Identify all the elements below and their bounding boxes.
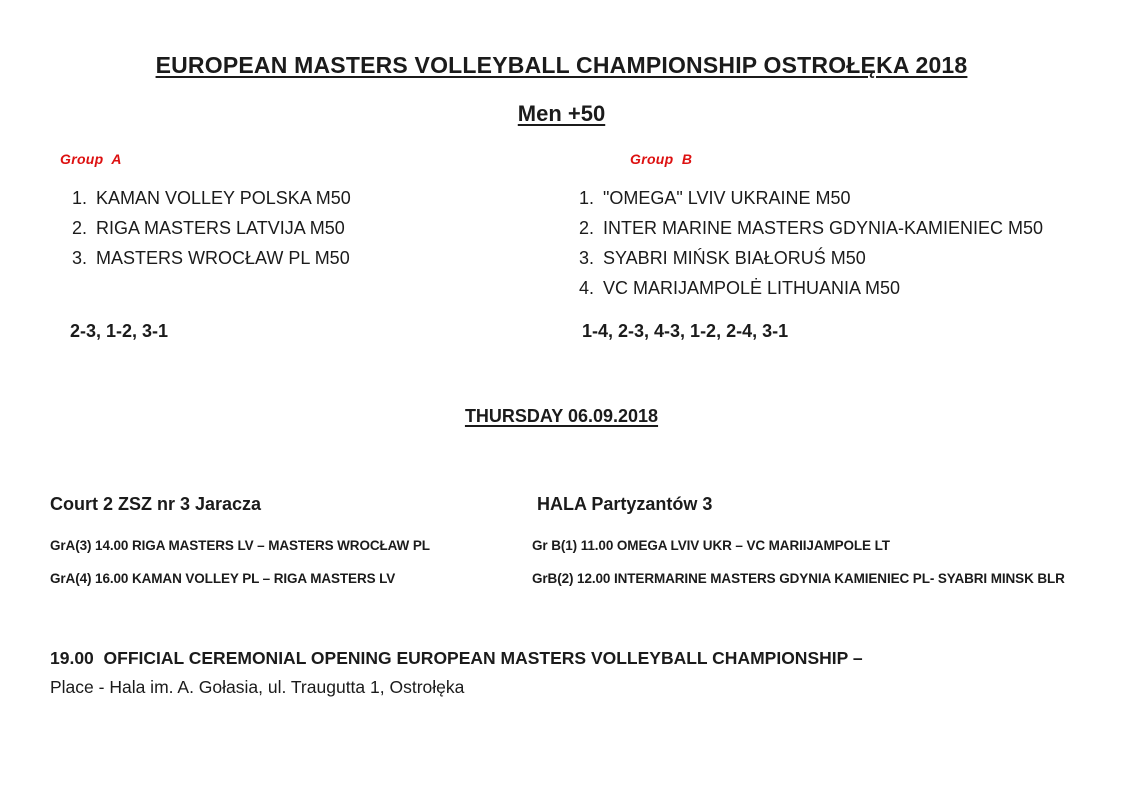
schedule-match-line: GrA(3) 14.00 RIGA MASTERS LV – MASTERS WROCŁAW PL <box>50 538 430 553</box>
team-name: MASTERS WROCŁAW PL M50 <box>96 248 350 268</box>
page-title-text: EUROPEAN MASTERS VOLLEYBALL CHAMPIONSHIP OSTROŁĘKA 2018 <box>155 52 968 78</box>
schedule-match-line: GrB(2) 12.00 INTERMARINE MASTERS GDYNIA KAMIENIEC PL- SYABRI MINSK BLR <box>532 571 1065 586</box>
schedule-match-line: GrA(4) 16.00 KAMAN VOLLEY PL – RIGA MASTERS LV <box>50 571 396 586</box>
list-item <box>72 188 351 218</box>
team-name: VC MARIJAMPOLĖ LITHUANIA M50 <box>603 278 901 298</box>
day-header-text: THURSDAY 06.09.2018 <box>464 406 659 426</box>
list-item <box>579 188 1043 218</box>
page-subtitle-text: Men +50 <box>517 101 606 126</box>
team-number: 2. <box>72 218 88 238</box>
ceremony-place-line: Place - Hala im. A. Gołasia, ul. Traugutta 1, Ostrołęka <box>50 677 465 697</box>
page-subtitle <box>0 101 1123 127</box>
ceremony-opening-line: 19.00 OFFICIAL CEREMONIAL OPENING EUROPEAN MASTERS VOLLEYBALL CHAMPIONSHIP – <box>50 648 863 668</box>
list-item <box>72 218 351 248</box>
group-a-label: Group A <box>60 151 122 167</box>
venue-hala-name: HALA Partyzantów 3 <box>537 494 713 514</box>
list-item <box>72 248 351 278</box>
team-name: SYABRI MIŃSK BIAŁORUŚ M50 <box>603 248 866 268</box>
team-number: 3. <box>579 248 595 268</box>
team-name: "OMEGA" LVIV UKRAINE M50 <box>603 188 851 208</box>
schedule-match-line: Gr B(1) 11.00 OMEGA LVIV UKR – VC MARIIJAMPOLE LT <box>532 538 890 553</box>
list-item <box>579 248 1043 278</box>
page-title <box>0 52 1123 79</box>
group-a-team-list <box>72 188 351 278</box>
group-b-match-order: 1-4, 2-3, 4-3, 1-2, 2-4, 3-1 <box>582 321 789 341</box>
team-number: 2. <box>579 218 595 238</box>
group-b-team-list <box>579 188 1043 308</box>
day-header <box>0 406 1123 427</box>
team-number: 3. <box>72 248 88 268</box>
team-number: 4. <box>579 278 595 298</box>
team-number: 1. <box>72 188 88 208</box>
venue-court2-name: Court 2 ZSZ nr 3 Jaracza <box>50 494 262 514</box>
list-item <box>579 218 1043 248</box>
group-a-match-order: 2-3, 1-2, 3-1 <box>70 321 169 341</box>
team-name: KAMAN VOLLEY POLSKA M50 <box>96 188 351 208</box>
list-item <box>579 278 1043 308</box>
team-name: INTER MARINE MASTERS GDYNIA-KAMIENIEC M50 <box>603 218 1044 238</box>
group-b-label: Group B <box>630 151 693 167</box>
team-number: 1. <box>579 188 595 208</box>
team-name: RIGA MASTERS LATVIJA M50 <box>96 218 345 238</box>
